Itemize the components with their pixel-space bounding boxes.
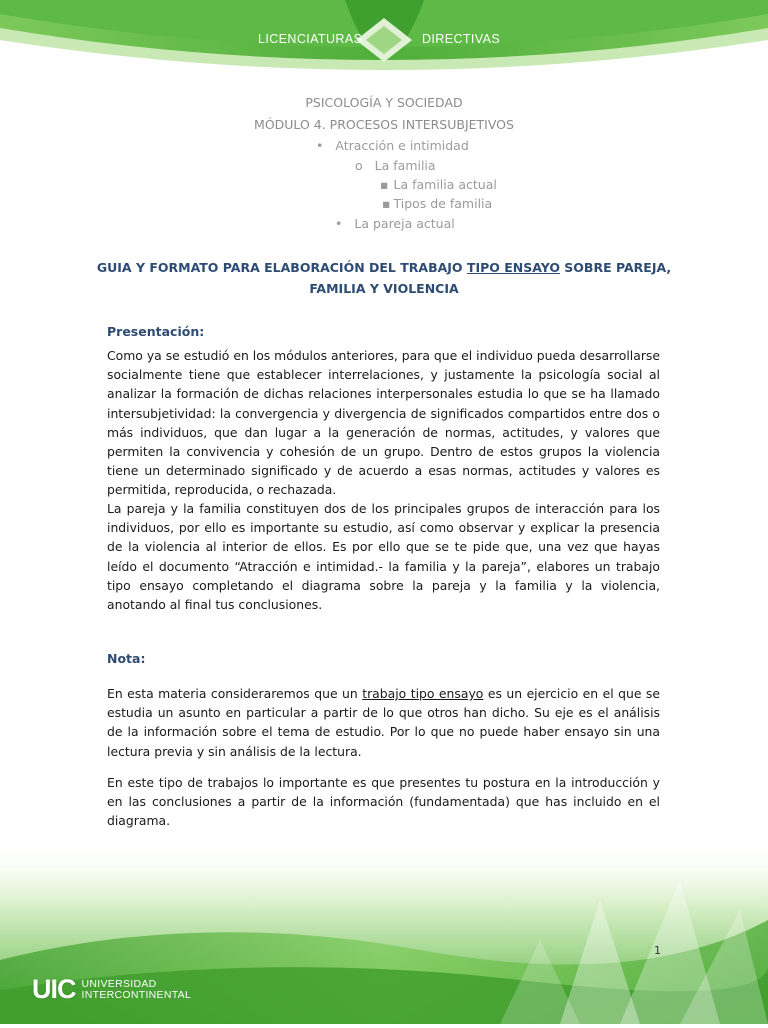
header-wave-graphic bbox=[0, 0, 768, 110]
nota-p1-before: En esta materia consideraremos que un bbox=[107, 686, 363, 701]
logo-line1: UNIVERSIDAD bbox=[81, 977, 157, 990]
logo-text bbox=[82, 979, 192, 1001]
outline-item-label: La familia actual bbox=[393, 177, 497, 192]
course-title: PSICOLOGÍA Y SOCIEDAD bbox=[305, 95, 463, 110]
university-logo bbox=[32, 974, 191, 1005]
outline-item bbox=[355, 158, 436, 173]
nota-p1-after: es un ejercicio en el que se estudia un asunto en particular a partir de lo que otros han dicho. Su eje es el análisis de la información sobre el tema de estudio. Por lo que no puede haber ensayo sin una lectura previa y sin análisis de la lectura. bbox=[107, 686, 660, 759]
header-banner bbox=[0, 0, 768, 110]
outline-item bbox=[380, 177, 497, 192]
title-part2: SOBRE PAREJA, bbox=[559, 260, 672, 275]
outline-item bbox=[382, 196, 492, 211]
nota-p1-underlined: trabajo tipo ensayo bbox=[362, 686, 484, 701]
outline-item-label: Tipos de familia bbox=[393, 196, 493, 211]
nota-paragraph-1 bbox=[107, 684, 660, 761]
header-right-label: DIRECTIVAS bbox=[422, 32, 501, 46]
presentacion-paragraph-2: La pareja y la familia constituyen dos de los principales grupos de interacción para los individuos, por ello es importante su estudio, así como observar y explicar la presencia de la violencia al interior de ellos. Es por ello que se te pide que, una vez que hayas leído el documento “Atracción e intimidad.- la familia y la pareja”, elabores un trabajo tipo ensayo completando el diagrama sobre la pareja y la familia y la violencia, anotando al final tus conclusiones. bbox=[107, 501, 660, 613]
nota-heading: Nota: bbox=[107, 651, 146, 666]
document-title-line2: FAMILIA Y VIOLENCIA bbox=[309, 281, 459, 296]
logo-mark: UIC bbox=[32, 974, 76, 1004]
bullet-marker: o bbox=[355, 158, 363, 173]
header-left-label: LICENCIATURAS bbox=[258, 32, 363, 46]
logo-line2: INTERCONTINENTAL bbox=[81, 988, 192, 1001]
title-underlined: TIPO ENSAYO bbox=[466, 260, 560, 275]
title-part1: GUIA Y FORMATO PARA ELABORACIÓN DEL TRABAJO bbox=[96, 260, 467, 275]
outline-item-label: Atracción e intimidad bbox=[335, 138, 469, 153]
bullet-marker: • bbox=[316, 138, 324, 153]
outline-item bbox=[335, 216, 455, 231]
outline-item bbox=[316, 138, 469, 153]
presentacion-paragraph-1: Como ya se estudió en los módulos anteriores, para que el individuo pueda desarrollarse socialmente tiene que establecer interrelaciones, y justamente la psicología social al analizar la formación de dichas relaciones interpersonales estudia lo que se ha llamado intersubjetividad: la convergencia y divergencia de significados compartidos entre dos o más individuos, que dan lugar a la generación de normas, actitudes, y valores que permiten la convivencia y cohesión de un grupo. Dentro de estos grupos la violencia tiene un determinado significado y de acuerdo a esas normas, actitudes y valores es permitida, reproducida, o rechazada. bbox=[107, 348, 660, 498]
bullet-marker: ▪ bbox=[380, 177, 389, 192]
page-number: 1 bbox=[654, 944, 661, 957]
nota-paragraph-2: En este tipo de trabajos lo importante es que presentes tu postura en la introducción y en las conclusiones a partir de la información (fundamentada) que has incluido en el diagrama. bbox=[107, 775, 660, 829]
module-title: MÓDULO 4. PROCESOS INTERSUBJETIVOS bbox=[254, 117, 514, 132]
outline-item-label: La pareja actual bbox=[354, 216, 455, 231]
outline-item-label: La familia bbox=[374, 158, 436, 173]
bullet-marker: • bbox=[335, 216, 343, 231]
bullet-marker: ▪ bbox=[382, 196, 391, 211]
document-title-line1 bbox=[0, 260, 768, 275]
presentacion-heading: Presentación: bbox=[107, 324, 205, 339]
